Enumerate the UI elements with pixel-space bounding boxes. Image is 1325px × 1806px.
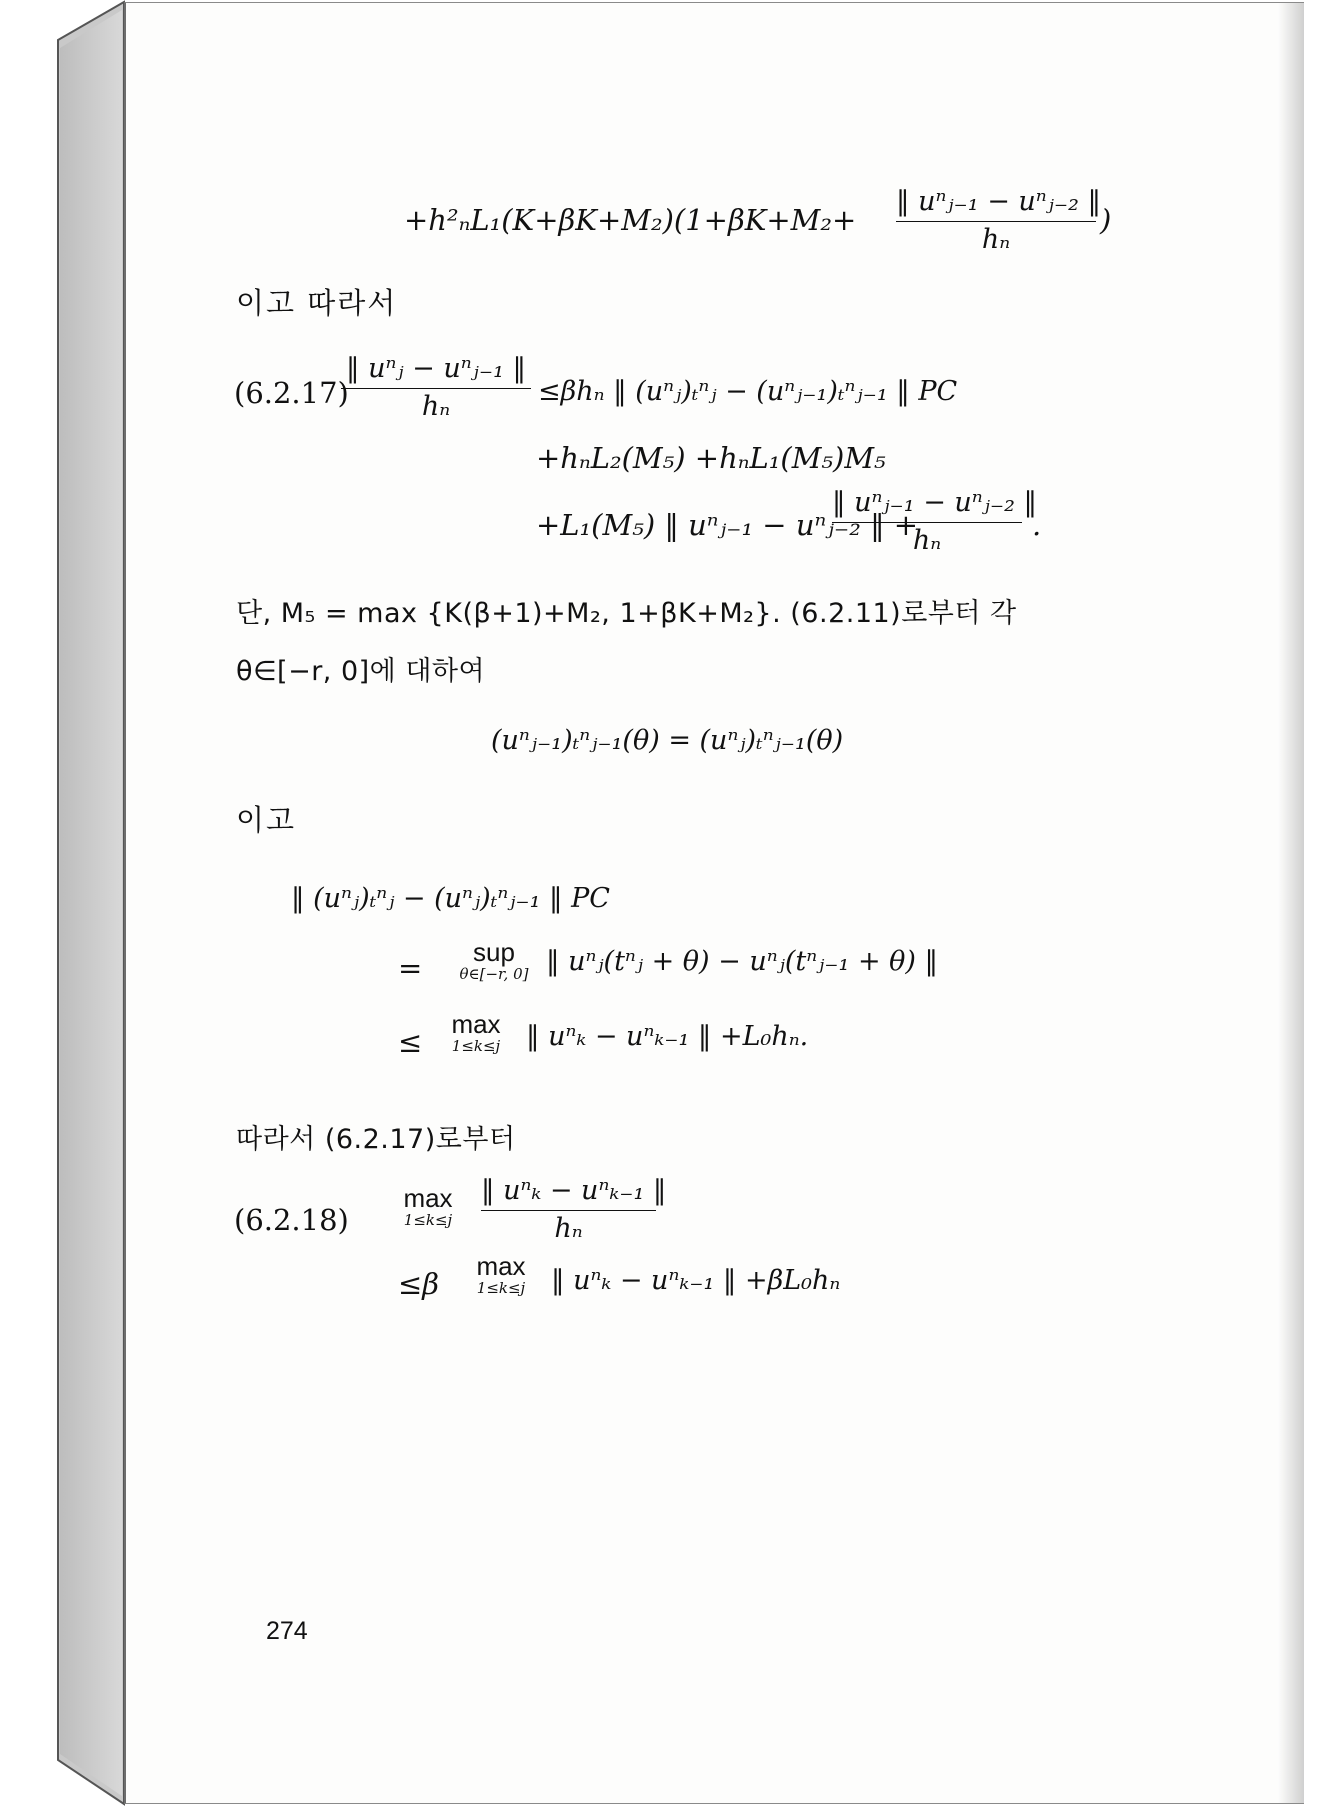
operator-name: max <box>451 1009 501 1039</box>
fraction-bar <box>896 221 1096 222</box>
page-number: 274 <box>266 1617 308 1645</box>
operator-name: max <box>476 1251 526 1281</box>
operator-subscript: θ∈[−r, 0] <box>459 965 529 983</box>
max-operator <box>436 1011 516 1055</box>
equation-label: (6.2.18) <box>234 1203 349 1237</box>
max-operator <box>461 1253 541 1297</box>
fraction-bar <box>832 522 1022 523</box>
equation-line-2: ‖ uⁿₖ − uⁿₖ₋₁ ‖ +βL₀hₙ <box>551 1265 841 1296</box>
norm-equation-line-1: ‖ (uⁿⱼ)ₜⁿⱼ − (uⁿⱼ)ₜⁿⱼ₋₁ ‖ PC <box>291 883 610 914</box>
equation-continuation-suffix: ) <box>1100 203 1112 237</box>
paragraph-text: 이고 따라서 <box>236 286 398 320</box>
operator-subscript: 1≤k≤j <box>451 1037 501 1055</box>
operator-subscript: 1≤k≤j <box>476 1279 526 1297</box>
operator-subscript: 1≤k≤j <box>403 1211 453 1229</box>
norm-equation-line-3: ‖ uⁿₖ − uⁿₖ₋₁ ‖ +L₀hₙ. <box>526 1021 809 1052</box>
fraction-denominator: hₙ <box>554 1213 583 1244</box>
relation-leq-beta: ≤β <box>398 1267 440 1301</box>
paragraph-text: 이고 <box>236 803 297 837</box>
fraction-bar <box>341 388 531 389</box>
centered-equation: (uⁿⱼ₋₁)ₜⁿⱼ₋₁(θ) = (uⁿⱼ)ₜⁿⱼ₋₁(θ) <box>491 725 844 756</box>
operator-name: max <box>403 1183 453 1213</box>
page-edge-shadow <box>1278 3 1304 1803</box>
paragraph-text: 단, M₅ = max {K(β+1)+M₂, 1+βK+M₂}. (6.2.11)로부터 각 <box>236 598 1017 629</box>
fraction-denominator: hₙ <box>981 224 1011 255</box>
paragraph-text: 따라서 (6.2.17)로부터 <box>236 1124 516 1155</box>
equation-fraction <box>481 1175 667 1244</box>
relation-equals: = <box>398 951 423 985</box>
equation-continuation-prefix: +h²ₙL₁(K+βK+M₂)(1+βK+M₂+ <box>404 203 857 237</box>
fraction-denominator: hₙ <box>912 525 942 556</box>
equation-end-period: . <box>1032 508 1042 542</box>
fraction-numerator: ‖ uⁿₖ − uⁿₖ₋₁ ‖ <box>481 1175 667 1206</box>
sup-operator <box>448 939 540 983</box>
equation-label: (6.2.17) <box>234 376 349 410</box>
fraction-numerator: ‖ uⁿⱼ − uⁿⱼ₋₁ ‖ <box>346 353 526 384</box>
relation-leq: ≤ <box>398 1025 423 1059</box>
equation-continuation-fraction <box>896 186 1102 255</box>
fraction-denominator: hₙ <box>421 391 451 422</box>
equation-rhs-line-2: +hₙL₂(M₅) +hₙL₁(M₅)M₅ <box>536 441 886 475</box>
norm-equation-line-2: ‖ uⁿⱼ(tⁿⱼ + θ) − uⁿⱼ(tⁿⱼ₋₁ + θ) ‖ <box>546 946 939 977</box>
equation-rhs-line-3: +L₁(M₅) ‖ uⁿⱼ₋₁ − uⁿⱼ₋₂ ‖ + <box>536 508 919 542</box>
fraction-numerator: ‖ uⁿⱼ₋₁ − uⁿⱼ₋₂ ‖ <box>832 487 1038 518</box>
paragraph-text: θ∈[−r, 0]에 대하여 <box>236 656 486 687</box>
fraction-bar <box>481 1210 656 1211</box>
equation-lhs-fraction <box>341 353 531 422</box>
max-operator <box>388 1185 468 1229</box>
fraction-numerator: ‖ uⁿⱼ₋₁ − uⁿⱼ₋₂ ‖ <box>896 186 1102 217</box>
book-page <box>124 2 1304 1804</box>
equation-rhs-line-1: ≤βhₙ ‖ (uⁿⱼ)ₜⁿⱼ − (uⁿⱼ₋₁)ₜⁿⱼ₋₁ ‖ PC <box>538 376 958 407</box>
equation-rhs-fraction <box>832 487 1038 556</box>
operator-name: sup <box>473 937 515 967</box>
